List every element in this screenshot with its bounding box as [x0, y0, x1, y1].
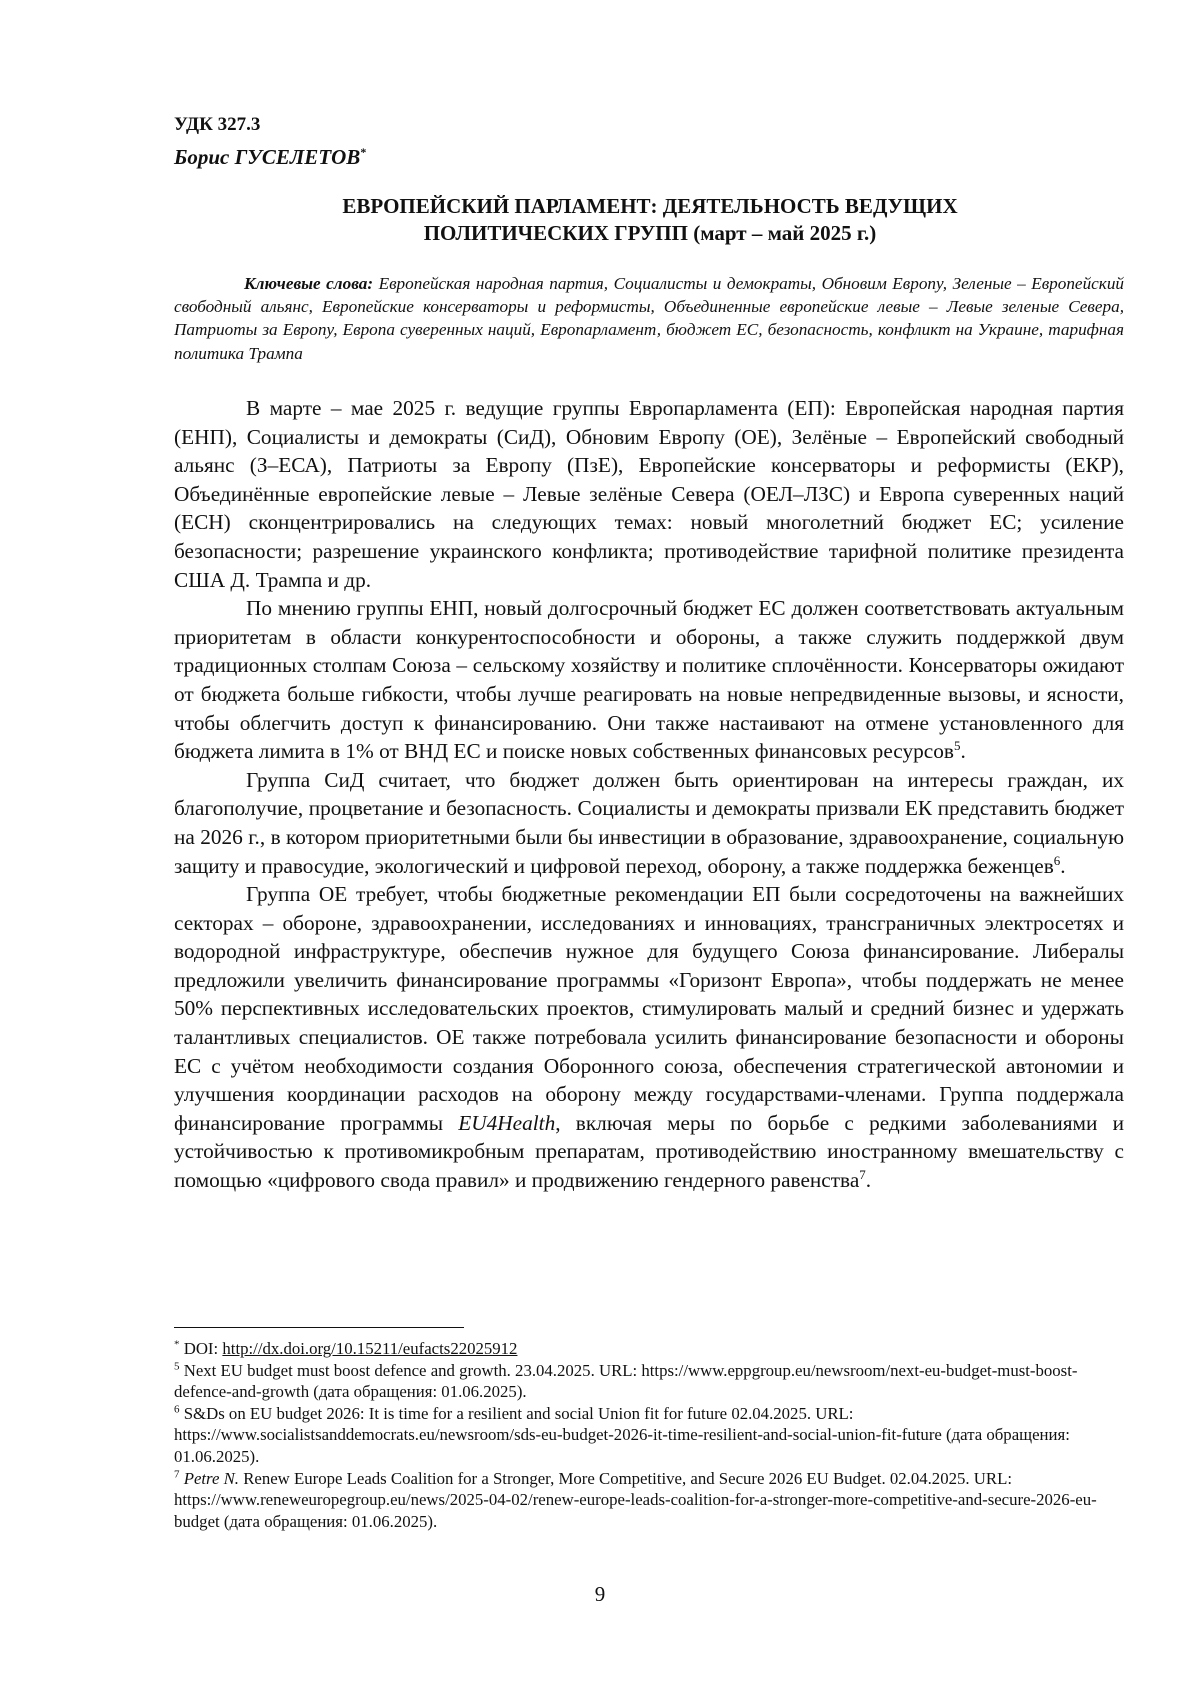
article-body	[174, 394, 1124, 1195]
paragraph-4	[174, 880, 1124, 1195]
footnote-ref-6[interactable]: 6	[1053, 852, 1061, 868]
footnote-ref-7[interactable]: 7	[859, 1166, 866, 1182]
footnote-6-mark: 6	[174, 1403, 180, 1416]
footnote-7-text: Renew Europe Leads Coalition for a Stronger, More Competitive, and Secure 2026 EU Budget. 02.04.2025. URL: https://www.reneweuropegroup.eu/news/2025-04-02/renew-europe-leads-coalition-for-a-stronger-more-competitive-and-secure-2026-eu-budget (дата обращения: 01.06.2025).	[174, 1468, 1097, 1531]
footnote-7-author: Petre N.	[179, 1468, 239, 1488]
paragraph-3-text: Группа СиД считает, что бюджет должен быть ориентирован на интересы граждан, их благополучие, процветание и безопасность. Социалисты и демократы призвали ЕК представить бюджет на 2026 г., в котором приоритетными были бы инвестиции в образование, здравоохранение, социальную защиту и правосудие, экологический и цифровой переход, оборону, а также поддержка беженцев	[174, 767, 1124, 878]
footnote-5-text: Next EU budget must boost defence and growth. 23.04.2025. URL: https://www.eppgroup.eu/newsroom/next-eu-budget-must-boost-defence-and-growth (дата обращения: 01.06.2025).	[174, 1360, 1078, 1402]
footnote-6	[174, 1403, 1124, 1468]
paragraph-3	[174, 766, 1124, 880]
paragraph-2-end: .	[960, 739, 966, 764]
paragraph-4-emphasis: EU4Health	[458, 1110, 556, 1135]
doi-link[interactable]: http://dx.doi.org/10.15211/eufacts22025912	[222, 1339, 518, 1358]
footnote-5-mark: 5	[174, 1360, 180, 1372]
footnote-7-mark: 7	[174, 1467, 180, 1480]
footnote-ref-5[interactable]: 5	[953, 738, 961, 754]
author-name	[174, 139, 366, 170]
author-footnote-mark[interactable]: *	[360, 145, 367, 159]
keywords-label: Ключевые слова:	[244, 274, 374, 293]
title-line-2: ПОЛИТИЧЕСКИХ ГРУПП (март – май 2025 г.)	[423, 221, 877, 245]
keywords-text: Европейская народная партия, Социалисты и демократы, Обновим Европу, Зеленые – Европейский свободный альянс, Европейские консерваторы и реформисты, Объединенные европейские левые – Левые зеленые Севера, Патриоты за Европу, Европа суверенных наций, Европарламент, бюджет ЕС, безопасность, конфликт на Украине, тарифная политика Трампа	[174, 274, 1125, 363]
title-line-1: ЕВРОПЕЙСКИЙ ПАРЛАМЕНТ: ДЕЯТЕЛЬНОСТЬ ВЕДУЩИХ	[342, 194, 958, 218]
paragraph-4-text-b: , включая меры по борьбе с редкими заболеваниями и устойчивостью к противомикробным препаратам, противодействию иностранному вмешательству с помощью «цифрового свода правил» и продвижению гендерного равенства	[174, 1110, 1124, 1193]
footnote-divider	[174, 1327, 464, 1328]
footnote-6-text: S&Ds on EU budget 2026: It is time for a resilient and social Union fit for future 02.04.2025. URL: https://www.socialistsanddemocrats.eu/newsroom/sds-eu-budget-2026-it-time-resilient-and-social-union-fit-future (дата обращения: 01.06.2025).	[174, 1403, 1070, 1466]
footnote-doi-label: DOI:	[179, 1339, 223, 1358]
author-text: Борис ГУСЕЛЕТОВ	[174, 145, 361, 169]
paragraph-2-text: По мнению группы ЕНП, новый долгосрочный бюджет ЕС должен соответствовать актуальным приоритетам в области конкурентоспособности и обороны, а также служить поддержкой двум традиционных столпам Союза – сельскому хозяйству и политике сплочённости. Консерваторы ожидают от бюджета больше гибкости, чтобы лучше реагировать на новые непредвиденные вызовы, и ясности, чтобы облегчить доступ к финансированию. Они также настаивают на отмене установленного для бюджета лимита в 1% от ВНД ЕС и поиске новых собственных финансовых ресурсов	[174, 596, 1124, 764]
footnote-doi-mark: *	[174, 1338, 180, 1351]
footnote-doi	[174, 1338, 1124, 1360]
paragraph-4-text-a: Группа ОЕ требует, чтобы бюджетные рекомендации ЕП были сосредоточены на важнейших секторах – обороне, здравоохранении, исследованиях и инновациях, трансграничных электросетях и водородной инфраструктуре, обеспечив нужное для будущего Союза финансирование. Либералы предложили увеличить финансирование программы «Горизонт Европа», чтобы поддержать не менее 50% перспективных исследовательских проектов, стимулировать малый и средний бизнес и удержать талантливых специалистов. ОЕ также потребовала усилить финансирование безопасности и обороны ЕС с учётом необходимости создания Оборонного союза, обеспечения стратегической автономии и улучшения координации расходов на оборону между государствами-членами. Группа поддержала финансирование программы	[174, 882, 1124, 1135]
udk-code: УДК 327.3	[174, 114, 261, 135]
footnotes	[174, 1338, 1124, 1532]
footnote-7	[174, 1468, 1124, 1533]
paragraph-2	[174, 594, 1124, 766]
footnote-5	[174, 1360, 1124, 1403]
paragraph-3-end: .	[1060, 853, 1066, 878]
keywords-block	[174, 272, 1124, 365]
article-title	[174, 193, 1126, 247]
page-number: 9	[594, 1582, 606, 1606]
paragraph-4-end: .	[865, 1168, 872, 1193]
paragraph-1: В марте – мае 2025 г. ведущие группы Европарламента (ЕП): Европейская народная партия (ЕНП), Социалисты и демократы (СиД), Обновим Европу (ОЕ), Зелёные – Европейский свободный альянс (З–ЕСА), Патриоты за Европу (ПзЕ), Европейские консерваторы и реформисты (ЕКР), Объединённые европейские левые – Левые зелёные Севера (ОЕЛ–ЛЗС) и Европа суверенных наций (ЕСН) сконцентрировались на следующих темах: новый многолетний бюджет ЕС; усиление безопасности; разрешение украинского конфликта; противодействие тарифной политике президента США Д. Трампа и др.	[174, 396, 1124, 592]
